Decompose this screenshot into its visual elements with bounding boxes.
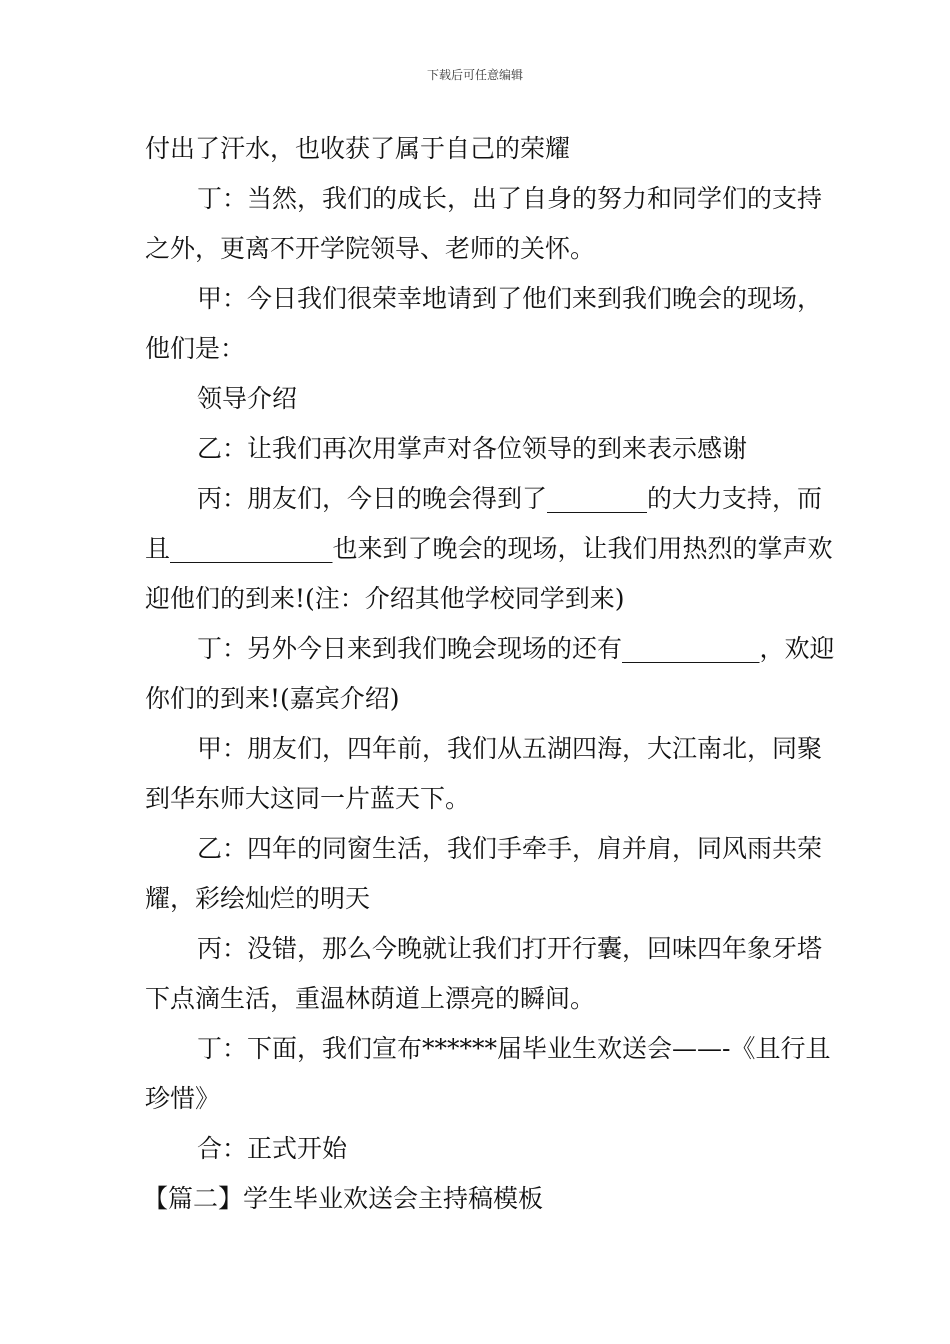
paragraph-5: 乙：让我们再次用掌声对各位领导的到来表示感谢 — [197, 434, 748, 463]
section-heading: 【篇二】学生毕业欢送会主持稿模板 — [143, 1184, 544, 1213]
paragraph-11: 丁：下面，我们宣布******届毕业生欢送会——-《且行且珍惜》 — [145, 1034, 831, 1113]
document-body — [145, 124, 835, 1224]
paragraph-1: 付出了汗水，也收获了属于自己的荣耀 — [145, 134, 571, 163]
paragraph-3: 甲：今日我们很荣幸地请到了他们来到我们晚会的现场，他们是： — [145, 284, 823, 363]
paragraph-10: 丙：没错，那么今晚就让我们打开行囊，回味四年象牙塔下点滴生活，重温林荫道上漂亮的瞬间。 — [145, 934, 823, 1013]
paragraph-4: 领导介绍 — [197, 384, 298, 413]
paragraph-2: 丁：当然，我们的成长，出了自身的努力和同学们的支持之外，更离不开学院领导、老师的关怀。 — [145, 184, 823, 263]
page-header-note: 下载后可任意编辑 — [426, 68, 523, 82]
paragraph-8: 甲：朋友们，四年前，我们从五湖四海，大江南北，同聚到华东师大这同一片蓝天下。 — [145, 734, 823, 813]
paragraph-9: 乙：四年的同窗生活，我们手牵手，肩并肩，同风雨共荣耀，彩绘灿烂的明天 — [145, 834, 823, 913]
paragraph-6: 丙：朋友们，今日的晚会得到了________的大力支持，而且_____________也来到了晚会的现场，让我们用热烈的掌声欢迎他们的到来!(注：介绍其他学校同学到来) — [145, 484, 833, 613]
paragraph-12: 合：正式开始 — [197, 1134, 348, 1163]
paragraph-7: 丁：另外今日来到我们晚会现场的还有___________，欢迎你们的到来!(嘉宾介绍) — [145, 634, 835, 713]
